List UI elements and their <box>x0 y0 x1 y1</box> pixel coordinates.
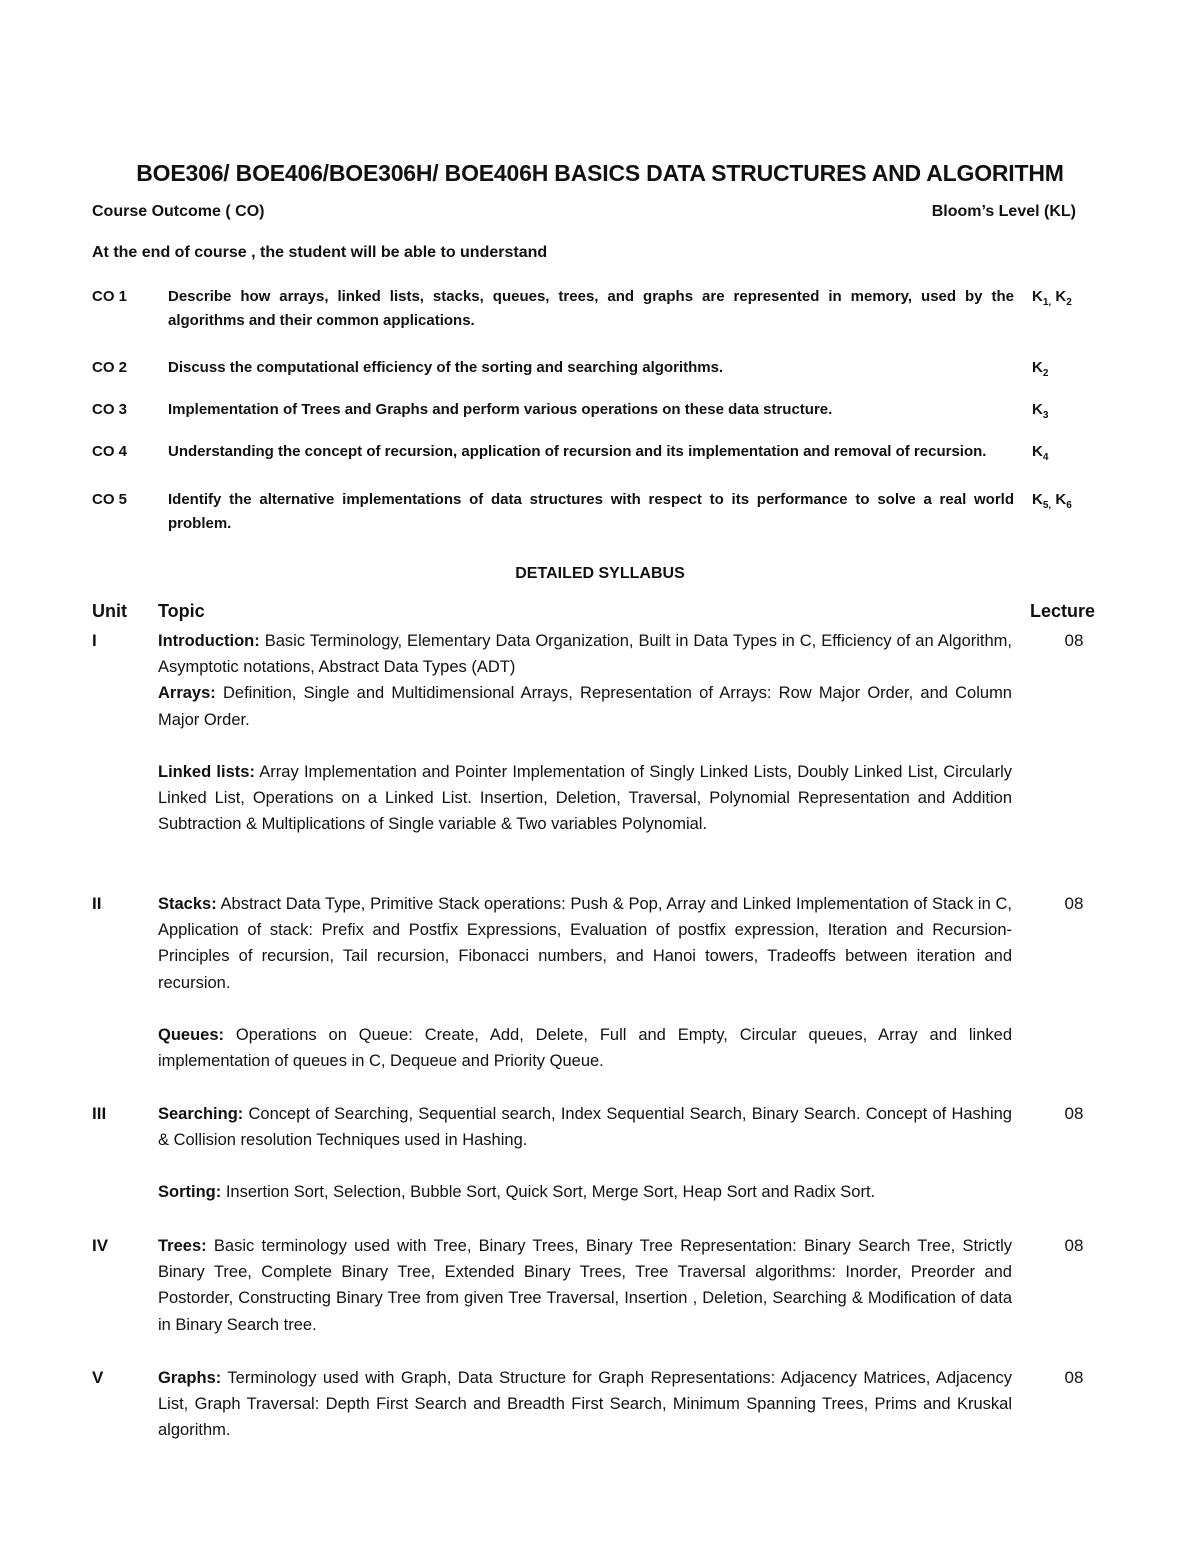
co-code: CO 3 <box>92 401 128 418</box>
blooms-level-header: Bloom’s Level (KL) <box>931 203 1076 220</box>
course-outcome-intro: At the end of course , the student will be able to understand <box>92 244 548 261</box>
unit-number: V <box>92 1368 104 1387</box>
co-knowledge-level: $K_3$ <box>1032 401 1049 421</box>
unit-topics <box>158 891 1012 1074</box>
co-code: CO 4 <box>92 443 128 460</box>
co-knowledge-level: $K_{1,}$ $K_2$ <box>1032 288 1072 308</box>
unit-number: III <box>92 1104 107 1123</box>
topic-paragraph: Sorting: Insertion Sort, Selection, Bubble Sort, Quick Sort, Merge Sort, Heap Sort and Radix Sort. <box>158 1183 876 1202</box>
co-code: CO 5 <box>92 491 128 508</box>
co-description: Describe how arrays, linked lists, stacks, queues, trees, and graphs are represented in memory, used by the algorithms and their common applications. <box>168 288 1014 329</box>
lecture-count: 08 <box>1064 1104 1084 1123</box>
co-code: CO 1 <box>92 288 128 305</box>
unit-column-header: Unit <box>92 601 127 621</box>
co-knowledge-level: $K_2$ <box>1032 359 1049 379</box>
co-knowledge-level: $K_4$ <box>1032 443 1049 463</box>
unit-topics <box>158 628 1012 837</box>
lecture-count: 08 <box>1064 894 1084 913</box>
co-description: Discuss the computational efficiency of the sorting and searching algorithms. <box>168 359 724 376</box>
unit-topics <box>158 1101 1012 1206</box>
topic-paragraph: Stacks: Abstract Data Type, Primitive Stack operations: Push & Pop, Array and Linked Implementation of Stack in C, Application of stack: Prefix and Postfix Expressions, Evaluation of postfix expression, Iteration and Recursion- Principles of recursion, Tail recursion, Fibonacci numbers, and Hanoi towers, Tradeoffs between iteration and recursion. <box>158 895 1012 992</box>
detailed-syllabus-title: DETAILED SYLLABUS <box>515 565 685 582</box>
co-description: Implementation of Trees and Graphs and perform various operations on these data structure. <box>168 401 833 418</box>
co-code: CO 2 <box>92 359 128 376</box>
topic-paragraph: Linked lists: Array Implementation and Pointer Implementation of Singly Linked Lists, Doubly Linked List, Circularly Linked List, Operations on a Linked List. Insertion, Deletion, Traversal, Polynomial Representation and Addition Subtraction & Multiplications of Single variable & Two variables Polynomial. <box>158 762 1012 834</box>
unit-topics <box>158 1233 1012 1338</box>
unit-number: I <box>92 631 97 650</box>
lecture-count: 08 <box>1064 1368 1084 1387</box>
co-description: Understanding the concept of recursion, application of recursion and its implementation and removal of recursion. <box>168 443 987 460</box>
topic-paragraph: Trees: Basic terminology used with Tree, Binary Trees, Binary Tree Representation: Binary Search Tree, Strictly Binary Tree, Complete Binary Tree, Extended Binary Trees, Tree Traversal algorithms: Inorder, Preorder and Postorder, Constructing Binary Tree from given Tree Traversal, Insertion , Deletion, Searching & Modification of data in Binary Search tree. <box>158 1237 1012 1334</box>
lecture-column-header: Lecture <box>1030 601 1096 621</box>
topic-paragraph: Graphs: Terminology used with Graph, Data Structure for Graph Representations: Adjacency Matrices, Adjacency List, Graph Traversal: Depth First Search and Breadth First Search, Minimum Spanning Trees, Prims and Kruskal algorithm. <box>158 1369 1012 1440</box>
topic-paragraph: Arrays: Definition, Single and Multidimensional Arrays, Representation of Arrays: Row Major Order, and Column Major Order. <box>158 684 1012 729</box>
unit-topics <box>158 1365 1012 1444</box>
topic-column-header: Topic <box>158 601 205 621</box>
co-knowledge-level: $K_{5,}$ $K_6$ <box>1032 491 1072 511</box>
topic-paragraph: Queues: Operations on Queue: Create, Add, Delete, Full and Empty, Circular queues, Array and linked implementation of queues in C, Dequeue and Priority Queue. <box>158 1025 1012 1071</box>
course-title: BOE306/ BOE406/BOE306H/ BOE406H BASICS DATA STRUCTURES AND ALGORITHM <box>136 160 1064 186</box>
unit-number: II <box>92 894 102 913</box>
unit-number: IV <box>92 1236 109 1255</box>
topic-paragraph: Searching: Concept of Searching, Sequential search, Index Sequential Search, Binary Search. Concept of Hashing & Collision resolution Techniques used in Hashing. <box>158 1105 1012 1150</box>
lecture-count: 08 <box>1064 1236 1084 1255</box>
topic-paragraph: Introduction: Basic Terminology, Elementary Data Organization, Built in Data Types in C, Efficiency of an Algorithm, Asymptotic notations, Abstract Data Types (ADT) <box>158 632 1012 677</box>
co-description: Identify the alternative implementations of data structures with respect to its performance to solve a real world problem. <box>168 491 1014 532</box>
lecture-count: 08 <box>1064 631 1084 650</box>
course-outcome-header: Course Outcome ( CO) <box>92 203 265 220</box>
